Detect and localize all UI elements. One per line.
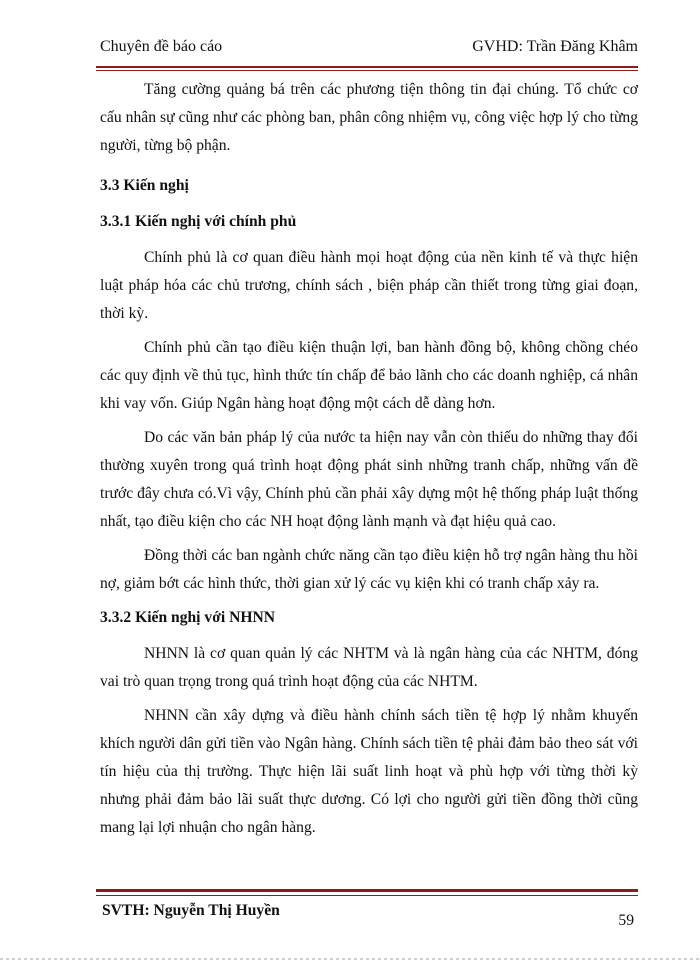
page-header (100, 38, 638, 62)
header-rule-thick (96, 66, 638, 68)
paragraph-intro: Tăng cường quảng bá trên các phương tiện thông tin đại chúng. Tổ chức cơ cấu nhân sự cũng như các phòng ban, phân công nhiệm vụ, công việc hợp lý cho từng người, từng bộ phận. (100, 81, 638, 154)
section-heading-3-3-2: 3.3.2 Kiến nghị với NHNN (100, 609, 275, 626)
page-number: 59 (618, 912, 634, 929)
paragraph-government-2: Chính phủ cần tạo điều kiện thuận lợi, ban hành đồng bộ, không chồng chéo các quy định về thủ tục, hình thức tín chấp để bảo lãnh cho các doanh nghiệp, cá nhân khi vay vốn. Giúp Ngân hàng hoạt động một cách dễ dàng hơn. (100, 339, 638, 412)
paragraph-government-3: Do các văn bản pháp lý của nước ta hiện nay vẫn còn thiếu do những thay đổi thường xuyên trong quá trình hoạt động phát sinh những tranh chấp, những vấn đề trước đây chưa có.Vì vậy, Chính phủ cần phải xây dựng một hệ thống pháp luật thống nhất, tạo điều kiện cho các NH hoạt động lành mạnh và đạt hiệu quả cao. (100, 429, 638, 530)
header-title: Chuyên đề báo cáo (100, 38, 223, 55)
footer-rule-thick (96, 889, 638, 892)
paragraph-sbv-2: NHNN cần xây dựng và điều hành chính sách tiền tệ hợp lý nhằm khuyến khích người dân gửi tiền vào Ngân hàng. Chính sách tiền tệ phải đảm bảo theo sát với tín hiệu của thị trường. Thực hiện lãi suất linh hoạt và phù hợp với từng thời kỳ nhưng phải đảm bảo lãi suất thực dương. Có lợi cho người gửi tiền đồng thời cũng mang lại lợi nhuận cho ngân hàng. (100, 707, 638, 836)
section-heading-3-3-1: 3.3.1 Kiến nghị với chính phủ (100, 213, 297, 230)
footer-rule-thin (96, 895, 638, 896)
paragraph-government-4: Đồng thời các ban ngành chức năng cần tạo điều kiện hỗ trợ ngân hàng thu hồi nợ, giảm bớt các hình thức, thời gian xử lý các vụ kiện khi có tranh chấp xảy ra. (100, 547, 638, 592)
footer-author: SVTH: Nguyễn Thị Huyền (102, 902, 280, 919)
page-body (100, 76, 638, 842)
paragraph-sbv-1: NHNN là cơ quan quản lý các NHTM và là ngân hàng của các NHTM, đóng vai trò quan trọng trong quá trình hoạt động của các NHTM. (100, 645, 638, 690)
section-heading-3-3: 3.3 Kiến nghị (100, 177, 189, 194)
header-advisor: GVHD: Trần Đăng Khâm (472, 38, 638, 55)
header-rule-thin (96, 70, 638, 71)
paragraph-government-1: Chính phủ là cơ quan điều hành mọi hoạt động của nền kinh tế và thực hiện luật pháp hóa các chủ trương, chính sách , biện pháp cần thiết trong từng giai đoạn, thời kỳ. (100, 249, 638, 322)
